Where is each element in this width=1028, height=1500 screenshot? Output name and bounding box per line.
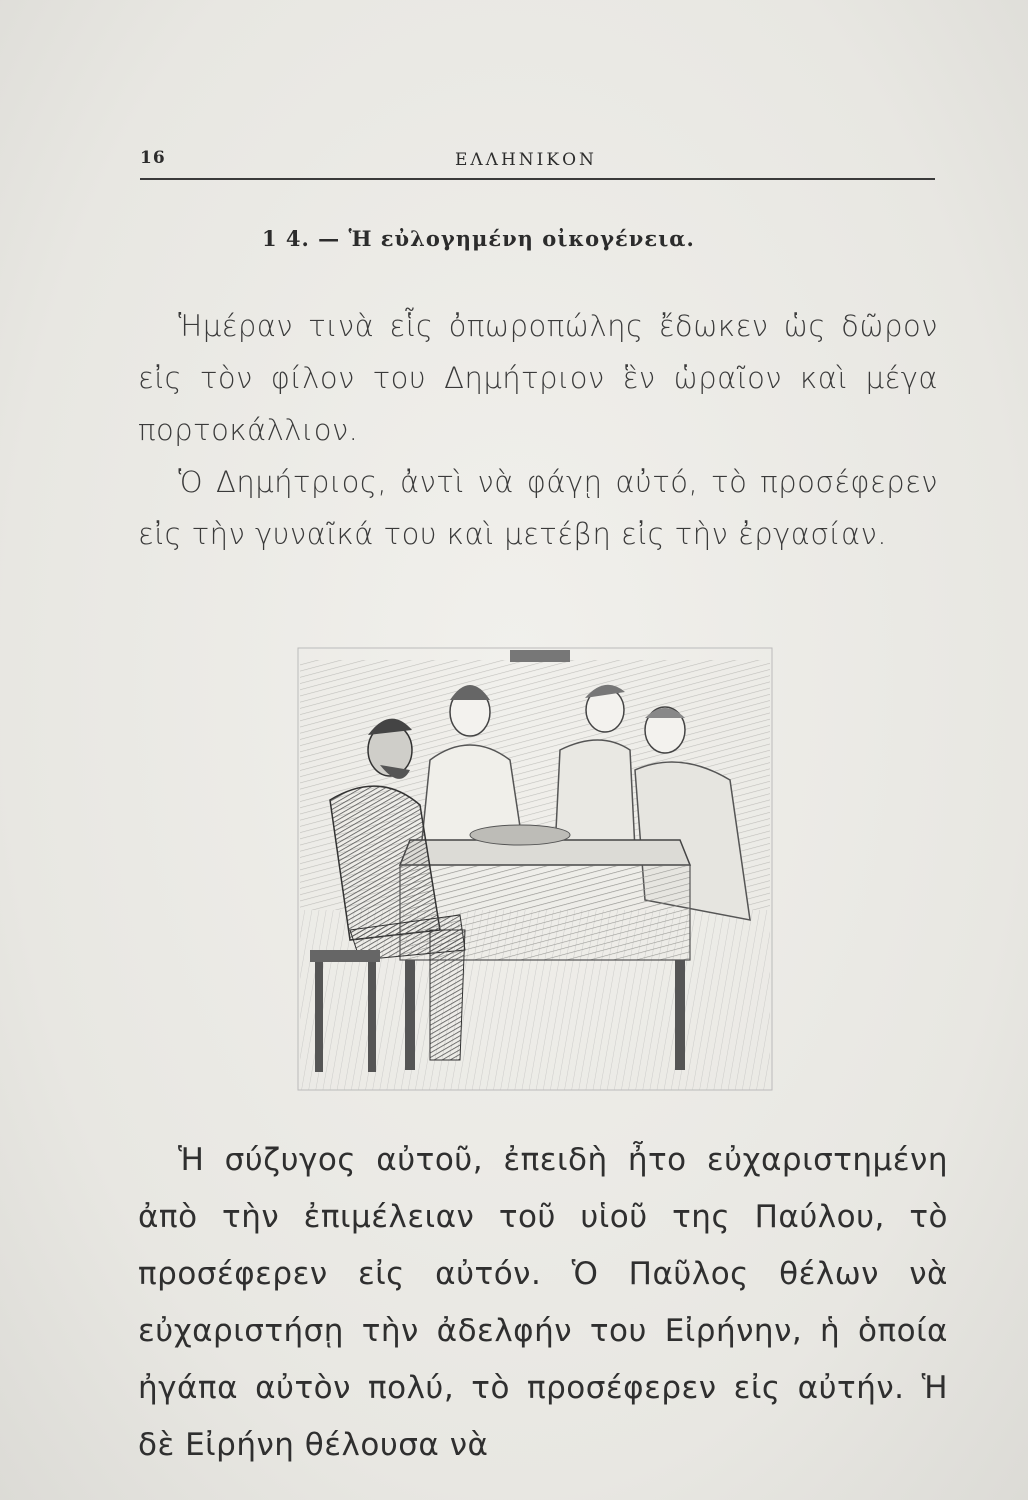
text-block-bottom [138,1132,948,1474]
paragraph [138,300,938,456]
lesson-title: 1 4. — Ἡ εὐλογημένη οἰκογένεια. [262,226,695,251]
paragraph [138,456,938,560]
text-block-top [138,300,938,560]
running-title: ΕΛΛΗΝΙΚΟΝ [455,150,597,170]
page-header [140,148,935,180]
paragraph [138,1132,948,1474]
paragraph-text: Ὁ Δημήτριος, ἀντὶ νὰ φάγῃ αὐτό, τὸ προσέφερεν εἰς τὴν γυναῖκά του καὶ μετέβη εἰς τὴν ἐργασίαν. [138,465,938,551]
paragraph-text: Ἡ σύζυγος αὐτοῦ, ἐπειδὴ ἦτο εὐχαριστημένη ἀπὸ τὴν ἐπιμέλειαν τοῦ υἱοῦ της Παύλου, τὸ προσέφερεν εἰς αὐτόν. Ὁ Παῦλος θέλων νὰ εὐχαριστήσῃ τὴν ἀδελφήν του Εἰρήνην, ἡ ὁποία ἠγάπα αὐτὸν πολύ, τὸ προσέφερεν εἰς αὐτήν. Ἡ δὲ Εἰρήνη θέλουσα νὰ [138,1142,948,1463]
paragraph-text: Ἡμέραν τινὰ εἷς ὀπωροπώλης ἔδωκεν ὡς δῶρον εἰς τὸν φίλον του Δημήτριον ἓν ὡραῖον καὶ μέγα πορτοκάλλιον. [138,309,938,447]
page-number: 16 [140,148,166,168]
header-rule [140,178,935,180]
engraving-illustration [290,630,780,1100]
